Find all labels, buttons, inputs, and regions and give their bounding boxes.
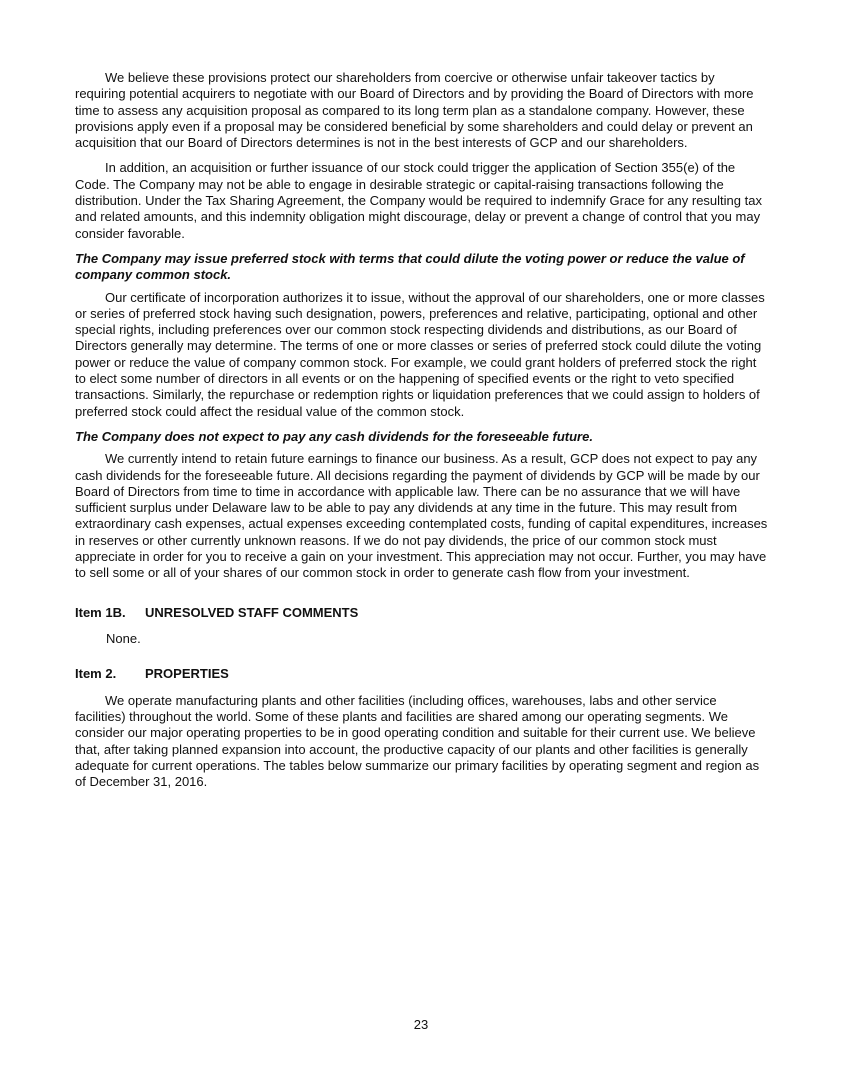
risk-heading-preferred-stock: The Company may issue preferred stock with terms that could dilute the voting power or reduce the value of company common stock. bbox=[75, 250, 745, 283]
paragraph-preferred-stock: Our certificate of incorporation authorizes it to issue, without the approval of our shareholders, one or more classes or series of preferred stock having such designation, powers, preferences and relative, participating, optional and other special rights, including preferences over our common stock respecting dividends and distributions, as our Board of Directors generally may determine. The terms of one or more classes or series of preferred stock could dilute the voting power or reduce the value of company common stock. For example, we could grant holders of preferred stock the right to elect some number of directors in all events or on the happening of specified events or the right to veto specified transactions. Similarly, the repurchase or redemption rights or liquidation preferences that we could assign to holders of preferred stock could affect the residual value of the common stock. bbox=[75, 289, 765, 419]
item-1b-text: None. bbox=[106, 630, 141, 646]
risk-heading-dividends: The Company does not expect to pay any cash dividends for the foreseeable future. bbox=[75, 428, 593, 444]
page-number: 23 bbox=[413, 1017, 429, 1032]
item-2-title: PROPERTIES bbox=[145, 665, 229, 681]
paragraph-properties: We operate manufacturing plants and other facilities (including offices, warehouses, labs and other service facilities) throughout the world. Some of these plants and facilities are shared among our operating segments. We consider our major operating properties to be in good operating condition and suitable for their current use. We believe that, after taking planned expansion into account, the productive capacity of our plants and other facilities is generally adequate for current operations. The tables below summarize our primary facilities by operating segment and region as of December 31, 2016. bbox=[75, 692, 760, 790]
item-1b-number: Item 1B. bbox=[75, 604, 126, 620]
item-2-number: Item 2. bbox=[75, 665, 117, 681]
paragraph-takeover-provisions: We believe these provisions protect our shareholders from coercive or otherwise unfair takeover tactics by requiring potential acquirers to negotiate with our Board of Directors and by providing the Board of Directors with more time to assess any acquisition proposal as compared to its long term plan as a standalone company. However, these provisions apply even if a proposal may be considered beneficial by some shareholders and could delay or prevent an acquisition that our Board of Directors determines is not in the best interests of GCP and our shareholders. bbox=[75, 70, 754, 151]
paragraph-dividends: We currently intend to retain future earnings to finance our business. As a result, GCP does not expect to pay any cash dividends for the foreseeable future. All decisions regarding the payment of dividends by GCP will be made by our Board of Directors from time to time in accordance with applicable law. There can be no assurance that we will have sufficient surplus under Delaware law to be able to pay any dividends at any time in the future. This may result from extraordinary cash expenses, actual expenses exceeding contemplated costs, funding of capital expenditures, increases in reserves or other currently unknown reasons. If we do not pay dividends, the price of our common stock must appreciate in order for you to receive a gain on your investment. This appreciation may not occur. Further, you may have to sell some or all of your shares of our common stock in order to generate cash flow from your investment. bbox=[75, 451, 768, 581]
item-1b-title: UNRESOLVED STAFF COMMENTS bbox=[145, 604, 359, 620]
item-2-heading bbox=[75, 666, 768, 682]
item-1b-heading bbox=[75, 605, 768, 621]
paragraph-section-355e: In addition, an acquisition or further issuance of our stock could trigger the application of Section 355(e) of the Code. The Company may not be able to engage in desirable strategic or capital-raising transactions following the distribution. Under the Tax Sharing Agreement, the Company would be required to indemnify Grace for any resulting tax and related amounts, and this indemnity obligation might discourage, delay or prevent a change of control that you may consider favorable. bbox=[75, 160, 762, 241]
document-page bbox=[75, 70, 768, 799]
